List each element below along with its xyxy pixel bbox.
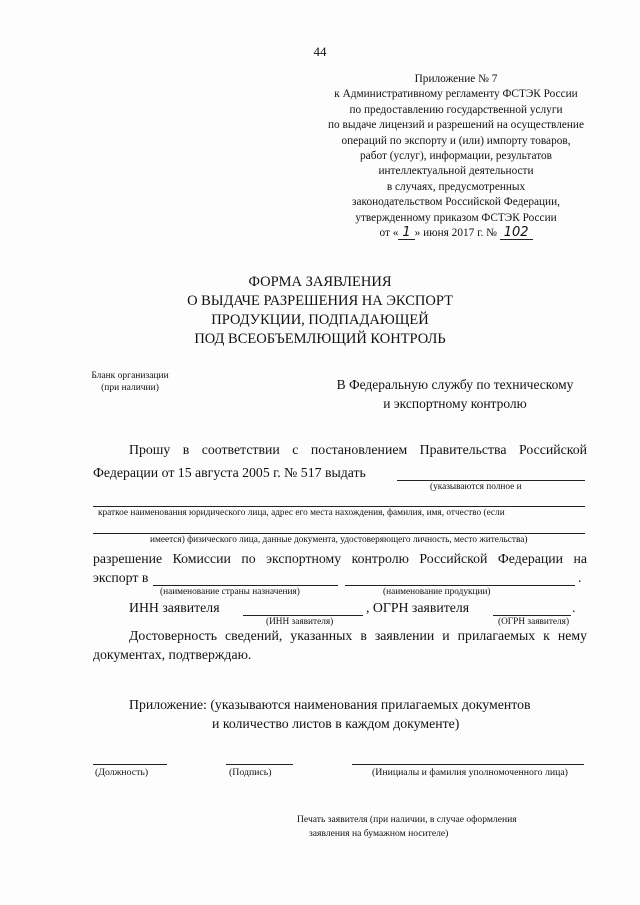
destination-country-field[interactable]	[153, 585, 338, 586]
permit-period: .	[578, 570, 582, 585]
appendix-header	[300, 72, 612, 241]
form-title	[0, 273, 640, 349]
hint-country: (наименование страны назначения)	[160, 587, 300, 597]
appendix-line: работ (услуг), информации, результатов	[360, 150, 552, 163]
recipient-line: и экспортному контролю	[383, 396, 527, 411]
page-number: 44	[313, 44, 327, 59]
letterhead-placeholder	[70, 370, 190, 394]
stamp-note	[297, 813, 517, 841]
hint-product: (наименование продукции)	[383, 587, 491, 597]
authorized-person-field[interactable]	[352, 764, 584, 765]
appendix-line: по выдаче лицензий и разрешений на осуществление	[328, 119, 584, 132]
position-label: (Должность)	[95, 767, 149, 778]
title-line: ПОД ВСЕОБЪЕМЛЮЩИЙ КОНТРОЛЬ	[194, 331, 446, 347]
inn-field[interactable]	[243, 615, 363, 616]
appendix-line: в случаях, предусмотренных	[386, 180, 526, 193]
ogrn-period: .	[572, 600, 576, 615]
recipient-line: В Федеральную службу по техническому	[336, 377, 574, 392]
letterhead-line: Бланк организации	[91, 371, 169, 381]
signature-field[interactable]	[226, 764, 293, 765]
applicant-details-field-2[interactable]	[93, 533, 585, 534]
title-line: О ВЫДАЧЕ РАЗРЕШЕНИЯ НА ЭКСПОРТ	[187, 293, 453, 309]
date-middle: » июня 2017 г. №	[414, 227, 497, 240]
applicant-name-field[interactable]	[397, 480, 585, 481]
handwritten-day: 1	[398, 227, 414, 240]
stamp-note-line: заявления на бумажном носителе)	[309, 828, 449, 839]
permit-line-2: экспорт в	[93, 570, 149, 585]
appendix-line: Приложение № 7	[414, 73, 498, 85]
attachment-line-2: и количество листов в каждом документе)	[212, 716, 460, 731]
hint-inn: (ИНН заявителя)	[266, 617, 334, 627]
applicant-details-field-1[interactable]	[93, 506, 585, 507]
permit-line-1: разрешение Комиссии по экспортному контролю Российской Федерации на	[93, 551, 587, 566]
product-name-field[interactable]	[345, 585, 575, 586]
ogrn-label: , ОГРН заявителя	[366, 600, 470, 615]
hint-details: краткое наименования юридического лица, адрес его места нахождения, фамилия, имя, отчество (если	[98, 508, 505, 518]
appendix-line: операций по экспорту и (или) импорту товаров,	[341, 134, 571, 147]
position-field[interactable]	[93, 764, 167, 765]
attachment-line-1: Приложение: (указываются наименования прилагаемых документов	[129, 697, 531, 712]
handwritten-order-number: 102	[500, 227, 533, 240]
appendix-line: по предоставлению государственной услуги	[349, 103, 563, 116]
appendix-line: утвержденному приказом ФСТЭК России	[355, 211, 557, 224]
signature-label: (Подпись)	[229, 767, 272, 778]
letterhead-line: (при наличии)	[101, 383, 159, 393]
appendix-line: законодательством Российской Федерации,	[352, 196, 560, 209]
ogrn-field[interactable]	[493, 615, 571, 616]
stamp-note-line: Печать заявителя (при наличии, в случае оформления	[297, 814, 517, 825]
hint-full-name: (указываются полное и	[430, 482, 522, 492]
appendix-line: интеллектуальной деятельности	[378, 165, 534, 178]
appendix-line: к Административному регламенту ФСТЭК России	[334, 88, 578, 101]
hint-ogrn: (ОГРН заявителя)	[498, 617, 570, 627]
inn-label: ИНН заявителя	[129, 600, 220, 615]
confirm-line-2: документах, подтверждаю.	[93, 647, 252, 662]
hint-identity: имеется) физического лица, данные документа, удостоверяющего личность, место жительства)	[150, 535, 528, 545]
request-line-2: Федерации от 15 августа 2005 г. № 517 выдать	[93, 465, 366, 480]
request-line-1: Прошу в соответствии с постановлением Правительства Российской	[129, 442, 587, 457]
date-prefix: от «	[379, 227, 399, 240]
title-line: ПРОДУКЦИИ, ПОДПАДАЮЩЕЙ	[211, 312, 429, 328]
confirm-line-1: Достоверность сведений, указанных в заявлении и прилагаемых к нему	[129, 628, 587, 643]
title-line: ФОРМА ЗАЯВЛЕНИЯ	[248, 274, 392, 290]
recipient-block	[305, 375, 605, 413]
authorized-person-label: (Инициалы и фамилия уполномоченного лица)	[372, 767, 568, 778]
appendix-date-line	[300, 226, 612, 241]
